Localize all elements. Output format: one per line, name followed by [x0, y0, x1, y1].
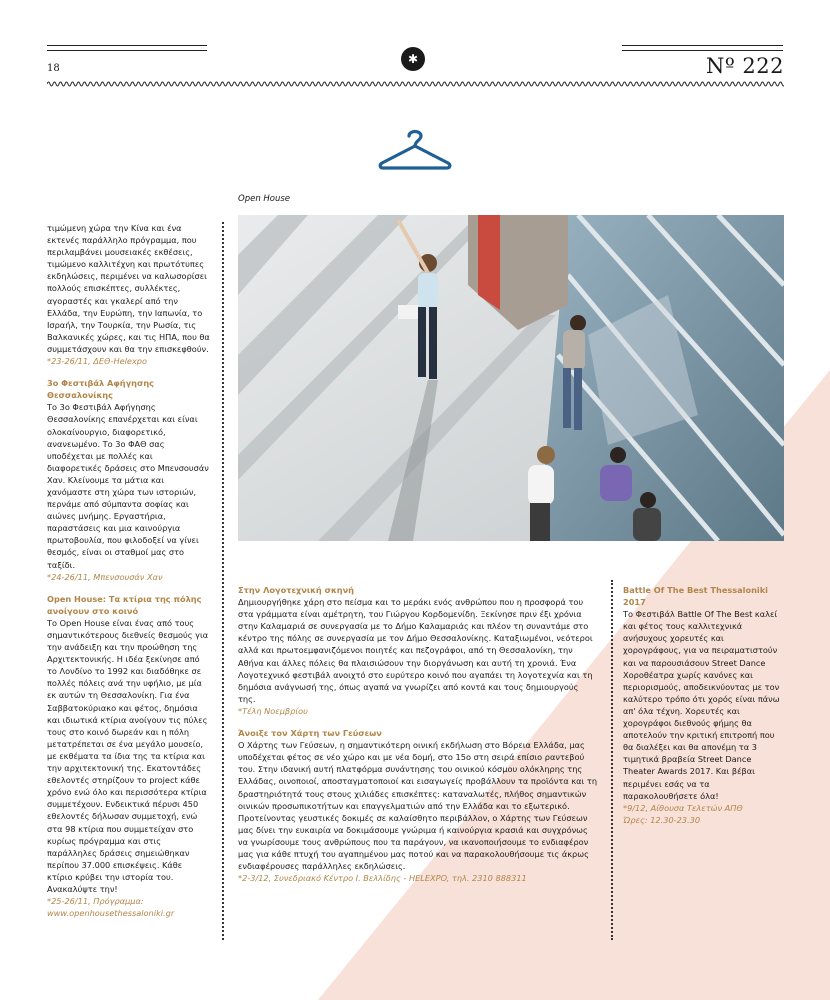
battle-note-hours: Ώρες: 12.30-23.30 — [623, 814, 701, 825]
literary-text: Δημιουργήθηκε χάρη στο πείσμα και το μεράκι ενός ανθρώπου που η προσφορά του στα γράμματα είναι αμέτρητη, του Γιώργου Κορδομενίδη. Ξεκίνησε πριν έξι χρόνια στην Καλαμαριά σε συνεργασία με το Δήμο Καλαμαριάς και πλέον τη συναντάμε στο κέντρο της πόλης σε συνεργασία με τον Δήμο Θεσσαλονίκης. Καταξιωμένοι, νεότεροι αλλά και πρωτοεμφανιζόμενοι ποιητές και πεζογράφοι, από τη Θεσσαλονίκη, την Αθήνα και άλλες πόλεις θα πλαισιώσουν την διοργάνωση και αυτή τη χρονιά. Ένα Λογοτεχνικό φεστιβάλ ανοιχτό στο ευρύτερο κοινό που αγαπάει τη λογοτεχνία και τη δημόσια ανάγνωσή της, όπως αγαπά να γνωρίζει από κοντά και τους δημιουργούς της. — [238, 597, 593, 704]
openhouse-note: *25-26/11, Πρόγραμμα: www.openhousethessaloniki.gr — [47, 896, 175, 919]
literary-title: Στην Λογοτεχνική σκηνή — [238, 585, 354, 595]
right-column — [623, 584, 783, 826]
column-divider-right — [611, 580, 613, 940]
column-divider-left — [222, 222, 224, 940]
battle-text: Το Φεστιβάλ Battle Of The Best καλεί και φέτος τους καλλιτεχνικά ανήσυχους χορευτές και χορογράφους, για να πειραματιστούν και να παρουσιάσουν Street Dance Χοροθέατρα χωρίς κανόνες και περιορισμούς, αποδεικνύοντας με τον καλύτερο τρόπο ότι χορός είναι πάνω απ' όλα τέχνη. Χορευτές και χορογράφοι διεθνούς φήμης θα αποτελούν την κριτική επιτροπή που θα διαλέξει και θα απονέμη τα 3 τιμητικά βραβεία Street Dance Theater Awards 2017. Και βέβαι περιμένει εσάς να τα παρακολουθήσετε όλα! — [623, 609, 780, 801]
hanger-icon — [377, 125, 453, 171]
header-rule-right-top — [622, 45, 783, 46]
header-rule-left-bottom — [47, 50, 207, 51]
openhouse-text: Το Open House είναι ένας από τους σημαντικότερους διεθνείς θεσμούς για την ανάδειξη και την προώθηση της Αρχιτεκτονικής. Η ιδέα ξεκίνησε από το Λονδίνο το 1992 και διαδόθηκε σε πολλές πόλεις ανά την υφήλιο, με μία εκ αυτών τη Θεσσαλονίκη. Για ένα Σαββατοκύριακο και φέτος, δημόσια και ιδιωτικά κτίρια ανοίγουν τις πύλες τους στο κοινό δωρεάν και η πόλη μετατρέπεται σε ένα μεγάλο μουσείο, με εκθέματα τα ίδια της τα κτίρια και την αρχιτεκτονική της. Εκατοντάδες εθελοντές στηρίζουν το project κάθε χρόνο ενώ όλο και περισσότερα κτίρια συμμετέχουν. Ενδεικτικά πέρυσι 450 εθελοντές δήλωσαν συμμετοχή, ενώ στα 98 κτίρια που συμμετείχαν στο κυρίως πρόγραμμα και στις παράλληλες δράσεις σημειώθηκαν περίπου 37.000 επισκέψεις. Κάθε κτίριο κρύβει την ιστορία του. Ανακαλύψτε την! — [47, 617, 209, 894]
left-column — [47, 222, 210, 919]
literary-note: *Τέλη Νοεμβρίου — [238, 705, 308, 716]
flower-icon: ✱ — [401, 47, 425, 71]
festival-title: 3ο Φεστιβάλ Αφήγησης Θεσσαλονίκης — [47, 378, 155, 401]
open-house-photo — [238, 215, 784, 541]
festival-text: Το 3ο Φεστιβάλ Αφήγησης Θεσσαλονίκης επανέρχεται και είναι ολοκαίνουργιο, διαφορετικό, ανανεωμένο. Το 3ο ΦΑΘ σας υποδέχεται με πολλές και διαφορετικές δράσεις στο Μπενσουσάν Χαν. Κλείνουμε τα μάτια και χανόμαστε στη χώρα των ιστοριών, περνάμε από σύμπαντα σοφίας και αιώνες μνήμης. Εργαστήρια, παραστάσεις και μια καινούργια πρωτοβουλία, που φιλοδοξεί να γίνει θεσμός, είναι οι σταθμοί μας στο ταξίδι. — [47, 402, 209, 570]
wine-text: Ο Χάρτης των Γεύσεων, η σημαντικότερη οινική εκδήλωση στο Βόρεια Ελλάδα, μας υποδέχεται φέτος σε νέο χώρο και με νέα δομή, στο 15ο στη σειρά επίσιο ραντεβού του. Στην ιδανική αυτή πλατφόρμα συνάντησης του οινικού κόσμου ολόκληρης της Ελλάδας, οινοποιοί, αποσταγματοποιοί και εισαγωγείς προβάλλουν τα προϊόντα και τη δραστηριότητά τους στους χιλιάδες επισκέπτες: καταναλωτές, πλήθος σημαντικών οινικών προσωπικοτήτων και επαγγελματιών από την Ελλάδα και το εξωτερικό. Προτείνοντας γευστικές δοκιμές σε καλαίσθητο περιβάλλον, ο Χάρτης των Γεύσεων μας δίνει την ευκαιρία να δοκιμάσουμε γνώριμα ή καινούργια κρασιά και συγχρόνως να γνωρίσουμε τους ανθρώπους που τα παράγουν, να ικανοποιήσουμε το ενδιαφέρον μας για κάθε πτυχή του αγαπημένου μας ποτού και να παρακολουθήσουμε τις άκρως ενδιαφέρουσες παράλληλες εκδηλώσεις. — [238, 740, 598, 872]
middle-column — [238, 584, 598, 884]
festival-note: *24-26/11, Μπενσουσάν Χαν — [47, 571, 163, 582]
header-rule-right-bottom — [622, 50, 783, 51]
wine-note: *2-3/12, Συνεδριακό Κέντρο Ι. Βελλίδης - HELEXPO, τηλ. 2310 888311 — [238, 873, 527, 884]
battle-note-date: *9/12, Αίθουσα Τελετών ΑΠΘ — [623, 802, 743, 813]
openhouse-title: Open House: Τα κτίρια της πόλης ανοίγουν στο κοινό — [47, 593, 202, 616]
wavy-divider — [47, 80, 784, 88]
page-number: 18 — [47, 63, 60, 74]
intro-note: *23-26/11, ΔΕΘ-Helexpo — [47, 356, 147, 367]
battle-title: Battle Of The Best Thessaloniki 2017 — [623, 585, 768, 608]
wine-title: Άνοιξε τον Χάρτη των Γεύσεων — [238, 728, 382, 739]
intro-text: τιμώμενη χώρα την Κίνα και ένα εκτενές παράλληλο πρόγραμμα, που περιλαμβάνει μουσειακές εκθέσεις, τιμώμενο καλλιτέχνη και πρωτότυπες εκδηλώσεις, περιμένει να καλωσορίσει πολλούς επισκέπτες, συλλέκτες, αγοραστές και γκαλερί από την Ελλάδα, την Ευρώπη, την Ιαπωνία, το Ισραήλ, την Τουρκία, την Ρωσία, τις Βαλκανικές χώρες, και τις ΗΠΑ, που θα συμμετάσχουν και θα την επισκεφθούν. — [47, 223, 210, 354]
photo-caption: Open House — [238, 194, 291, 204]
issue-number: Nº 222 — [705, 54, 784, 78]
header-rule-left-top — [47, 45, 207, 46]
